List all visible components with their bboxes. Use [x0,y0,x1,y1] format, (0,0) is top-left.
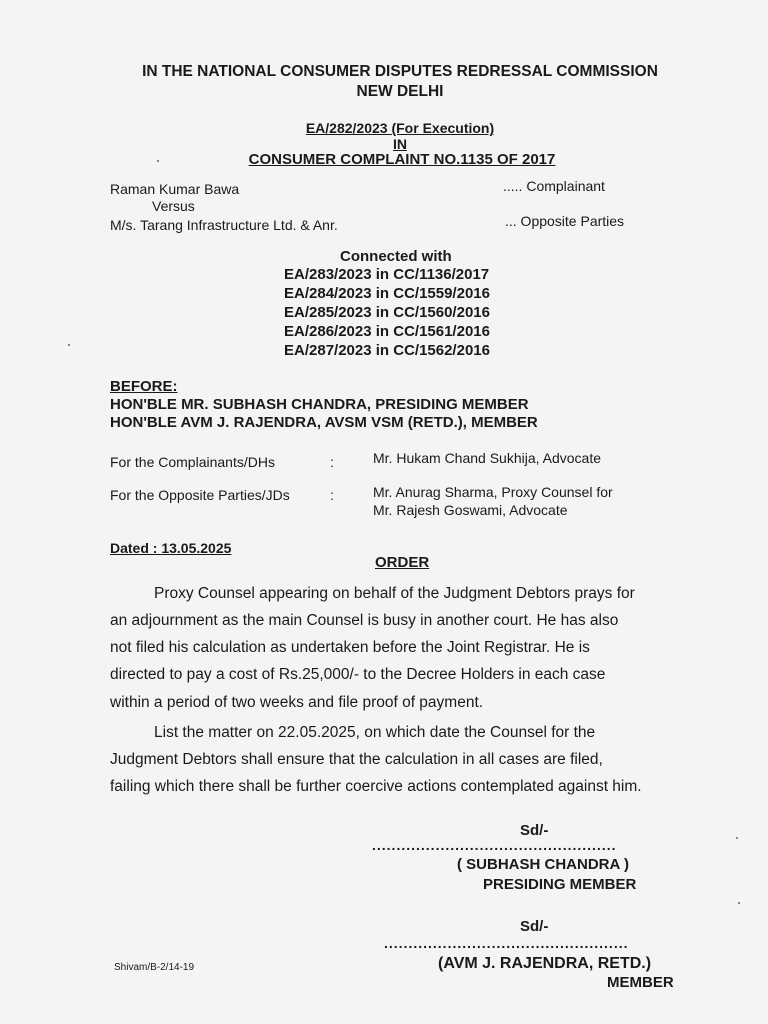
order-title: ORDER [375,554,430,571]
connected-item: EA/283/2023 in CC/1136/2017 [284,266,490,283]
order-paragraph-line: Proxy Counsel appearing on behalf of the Judgment Debtors prays for [154,585,635,602]
scan-speck [738,902,740,904]
complaint-number: CONSUMER COMPLAINT NO.1135 OF 2017 [248,151,556,168]
scan-speck [157,160,159,162]
presiding-member: HON'BLE MR. SUBHASH CHANDRA, PRESIDING MEMBER [110,396,529,413]
connected-item: EA/284/2023 in CC/1559/2016 [284,285,490,302]
footer-reference: Shivam/B-2/14-19 [114,962,195,973]
signature-sd-1: Sd/- [520,822,549,839]
versus-label: Versus [152,198,195,214]
case-in-label: IN [393,136,407,152]
complainant-role: ..... Complainant [503,178,605,194]
signatory-name-2: (AVM J. RAJENDRA, RETD.) [438,955,652,972]
complainant-name: Raman Kumar Bawa [110,181,240,197]
opposite-counsel: Mr. Anurag Sharma, Proxy Counsel for [373,484,613,500]
opposite-label: For the Opposite Parties/JDs [110,487,290,503]
signature-line-2: .................................................. [384,935,629,951]
opposite-counsel-second: Mr. Rajesh Goswami, Advocate [373,502,568,518]
commission-location: NEW DELHI [356,83,444,100]
complainants-counsel: Mr. Hukam Chand Sukhija, Advocate [373,450,602,466]
opposite-party-role: ... Opposite Parties [505,213,625,229]
signatory-title-2: MEMBER [607,974,674,991]
order-paragraph-line: directed to pay a cost of Rs.25,000/- to the Decree Holders in each case [110,666,606,683]
opposite-colon: : [330,487,334,503]
signature-line-1: .................................................. [372,837,617,853]
commission-title: IN THE NATIONAL CONSUMER DISPUTES REDRESSAL COMMISSION [142,63,658,80]
order-paragraph-line: within a period of two weeks and file proof of payment. [110,694,484,711]
order-date: Dated : 13.05.2025 [110,540,232,556]
order-paragraph-line: an adjournment as the main Counsel is busy in another court. He has also [110,612,619,629]
signatory-name-1: ( SUBHASH CHANDRA ) [457,856,629,873]
signature-sd-2: Sd/- [520,918,549,935]
before-label: BEFORE: [110,378,178,395]
connected-item: EA/286/2023 in CC/1561/2016 [284,323,490,340]
execution-number: EA/282/2023 (For Execution) [305,120,495,136]
scan-speck [68,344,70,346]
member: HON'BLE AVM J. RAJENDRA, AVSM VSM (RETD.), MEMBER [110,414,538,431]
order-paragraph-line: failing which there shall be further coercive actions contemplated against him. [110,778,642,795]
scan-speck [736,837,738,839]
complainants-colon: : [330,454,334,470]
connected-item: EA/285/2023 in CC/1560/2016 [284,304,490,321]
complainants-label: For the Complainants/DHs [110,454,275,470]
signatory-title-1: PRESIDING MEMBER [483,876,637,893]
opposite-party-name: M/s. Tarang Infrastructure Ltd. & Anr. [110,217,338,233]
order-paragraph-line: Judgment Debtors shall ensure that the calculation in all cases are filed, [110,751,603,768]
connected-heading: Connected with [340,248,452,265]
connected-item: EA/287/2023 in CC/1562/2016 [284,342,490,359]
order-paragraph-line: not filed his calculation as undertaken before the Joint Registrar. He is [110,639,590,656]
order-paragraph-line: List the matter on 22.05.2025, on which date the Counsel for the [154,724,596,741]
